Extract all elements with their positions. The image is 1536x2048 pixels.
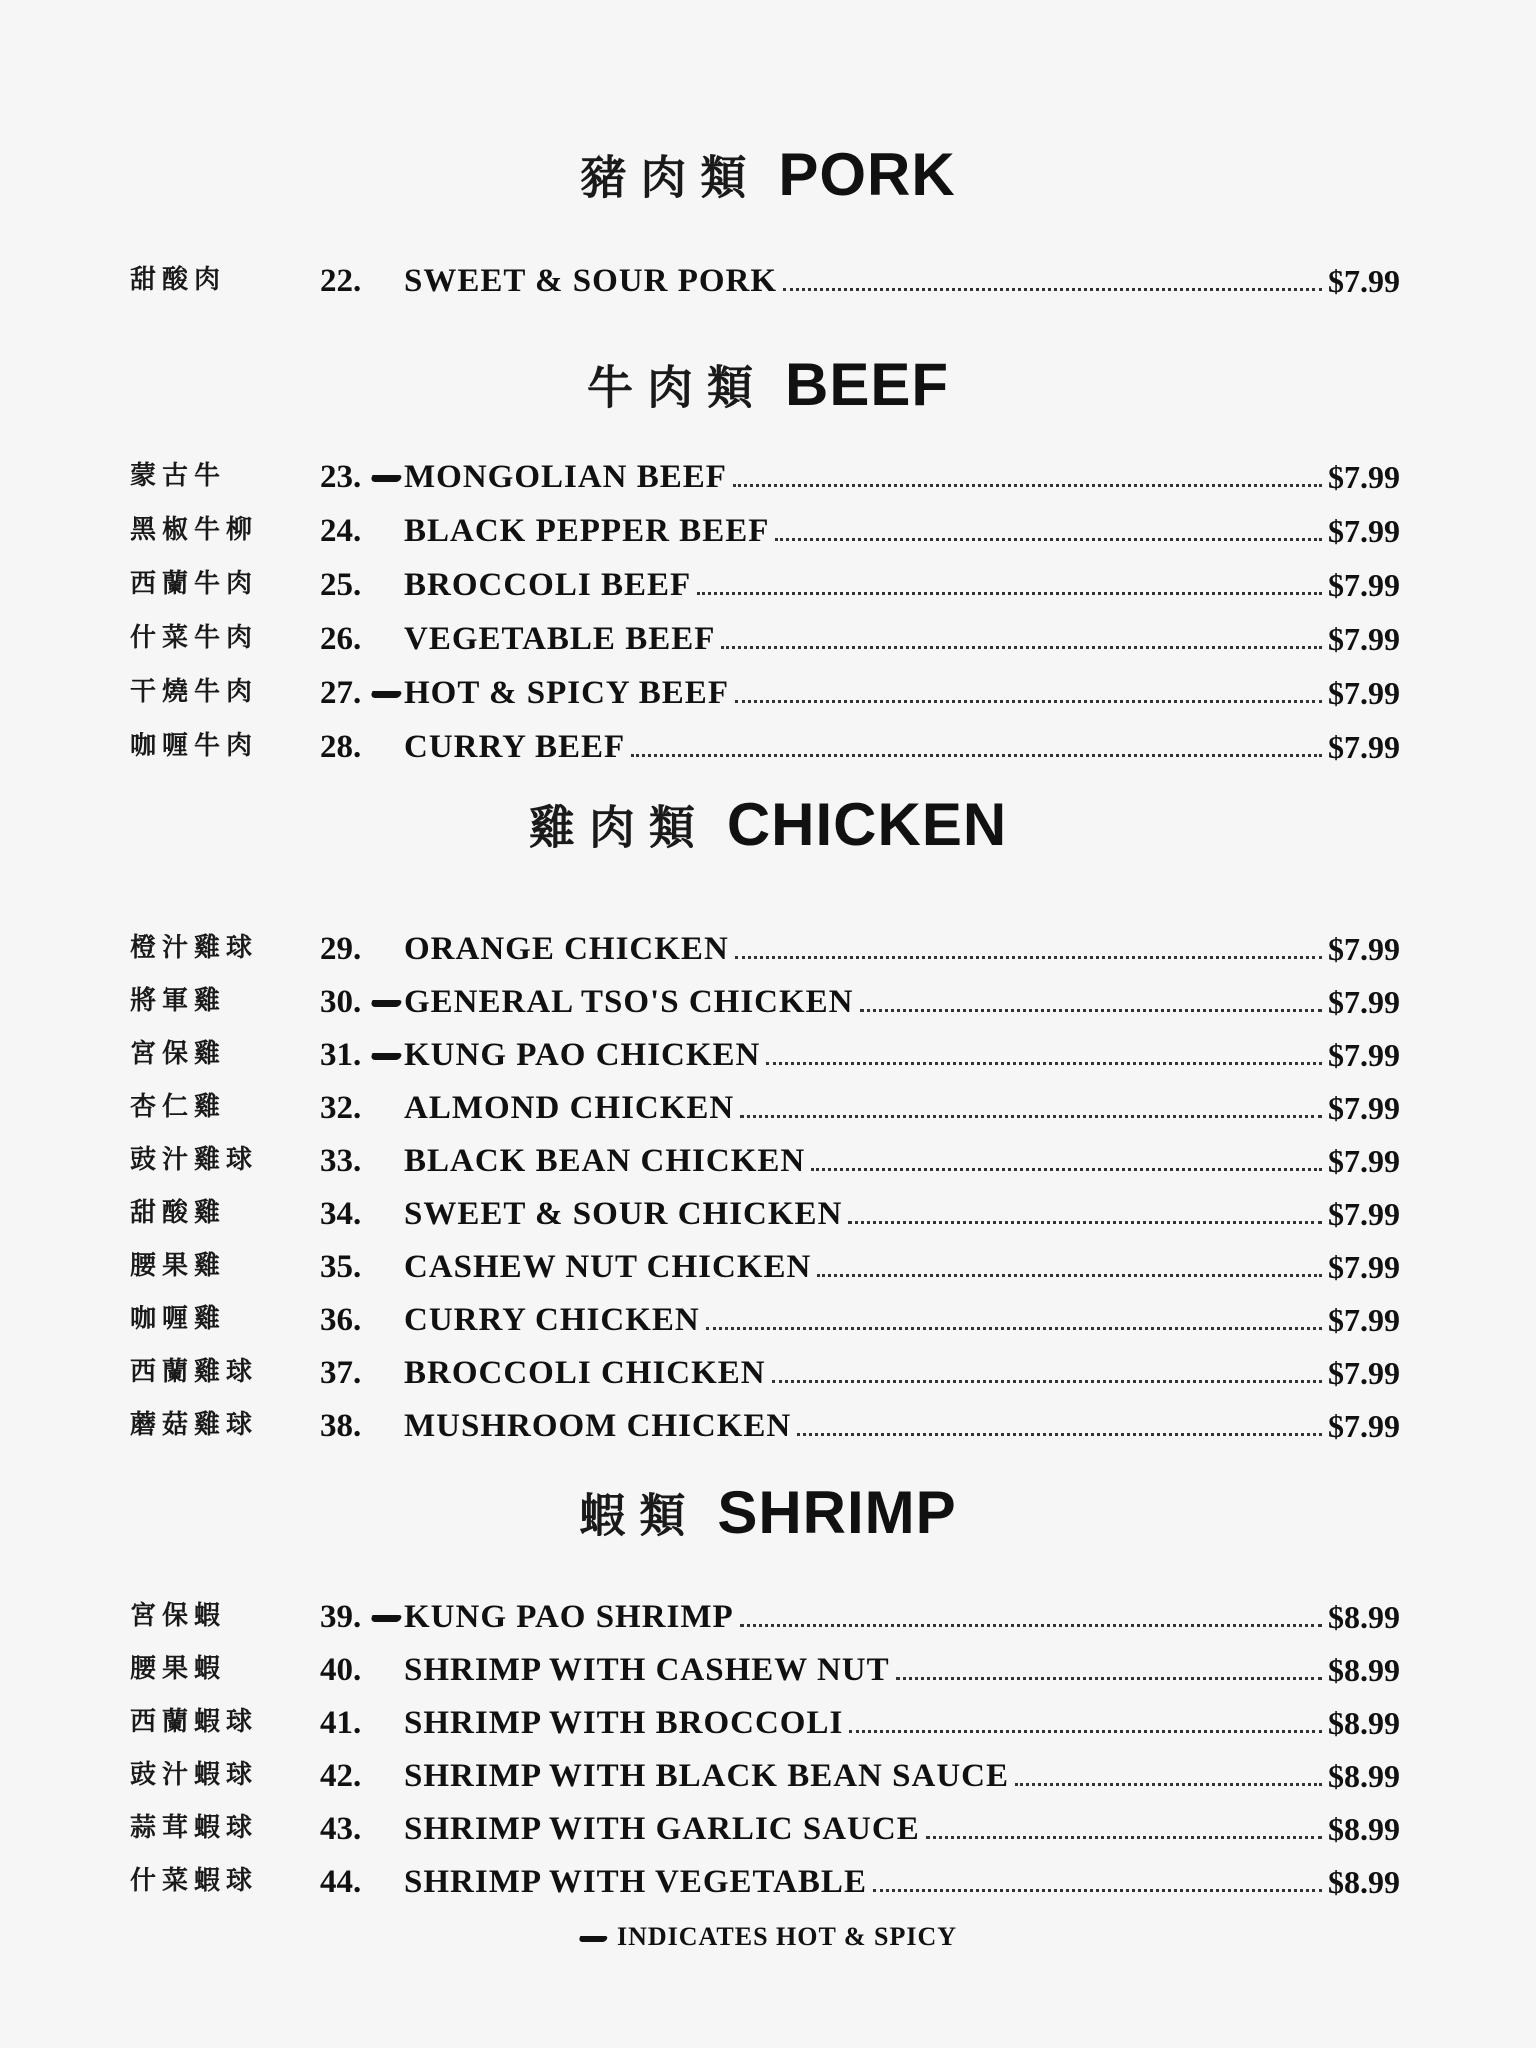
item-price: $7.99 (1328, 1249, 1400, 1285)
item-name: SHRIMP WITH BLACK BEAN SAUCE (404, 1758, 1010, 1794)
item-price: $7.99 (1328, 263, 1400, 299)
item-zh-name: 西蘭雞球 (130, 1357, 259, 1387)
menu-item (130, 256, 1400, 300)
dot-leader (797, 1433, 1322, 1436)
dot-leader (849, 1730, 1322, 1733)
item-zh-name: 黑椒牛柳 (130, 515, 259, 545)
item-number: 42. (320, 1758, 362, 1794)
item-number: 23. (320, 459, 362, 495)
item-zh-name: 咖喱雞 (130, 1304, 227, 1334)
menu-item (130, 614, 1400, 658)
menu-item (130, 1857, 1400, 1901)
item-number: 38. (320, 1408, 362, 1444)
item-price: $7.99 (1328, 1408, 1400, 1444)
item-price: $7.99 (1328, 1090, 1400, 1126)
item-price: $7.99 (1328, 1355, 1400, 1391)
item-name: SHRIMP WITH VEGETABLE (404, 1864, 867, 1900)
item-name: ALMOND CHICKEN (404, 1090, 735, 1126)
dot-leader (817, 1274, 1322, 1277)
item-number: 41. (320, 1705, 362, 1741)
chili-pepper-icon (368, 1053, 404, 1074)
item-number: 28. (320, 729, 362, 765)
item-number: 26. (320, 621, 362, 657)
item-name: CASHEW NUT CHICKEN (404, 1249, 812, 1285)
dot-leader (697, 592, 1322, 595)
item-price: $7.99 (1328, 1037, 1400, 1073)
item-name: HOT & SPICY BEEF (404, 675, 729, 711)
section-en-title: BEEF (784, 351, 950, 418)
dot-leader (735, 956, 1322, 959)
menu-item (130, 1136, 1400, 1180)
item-number: 32. (320, 1090, 362, 1126)
menu-item (130, 1189, 1400, 1233)
menu-item (130, 1083, 1400, 1127)
item-zh-name: 橙汁雞球 (130, 933, 259, 963)
item-zh-name: 甜酸雞 (130, 1198, 227, 1228)
item-price: $8.99 (1328, 1864, 1400, 1900)
item-price: $7.99 (1328, 931, 1400, 967)
menu-item (130, 1348, 1400, 1392)
dot-leader (735, 700, 1322, 703)
menu-item (130, 1592, 1400, 1636)
item-price: $7.99 (1328, 675, 1400, 711)
dot-leader (860, 1009, 1322, 1012)
chili-pepper-icon (368, 475, 404, 496)
item-name: BROCCOLI CHICKEN (404, 1355, 766, 1391)
chili-pepper-icon (368, 1615, 404, 1636)
item-number: 33. (320, 1143, 362, 1179)
item-zh-name: 杏仁雞 (130, 1092, 227, 1122)
item-zh-name: 宮保蝦 (130, 1601, 227, 1631)
item-number: 24. (320, 513, 362, 549)
item-number: 22. (320, 263, 362, 299)
dot-leader (1015, 1783, 1322, 1786)
item-name: BROCCOLI BEEF (404, 567, 692, 603)
section-en-title: SHRIMP (717, 1479, 957, 1546)
spicy-legend (0, 1922, 1536, 1952)
item-zh-name: 蘑菇雞球 (130, 1410, 259, 1440)
item-price: $7.99 (1328, 567, 1400, 603)
section-title-chicken (0, 790, 1536, 859)
item-name: CURRY CHICKEN (404, 1302, 700, 1338)
dot-leader (740, 1115, 1322, 1118)
item-price: $8.99 (1328, 1652, 1400, 1688)
item-name: KUNG PAO SHRIMP (404, 1599, 734, 1635)
item-zh-name: 豉汁雞球 (130, 1145, 259, 1175)
item-number: 44. (320, 1864, 362, 1900)
section-zh-title: 雞肉類 (528, 800, 709, 855)
dot-leader (775, 538, 1322, 541)
menu-item (130, 1401, 1400, 1445)
menu-item (130, 668, 1400, 712)
menu-item (130, 1751, 1400, 1795)
item-number: 27. (320, 675, 362, 711)
item-name: SHRIMP WITH CASHEW NUT (404, 1652, 890, 1688)
item-name: ORANGE CHICKEN (404, 931, 729, 967)
item-zh-name: 甜酸肉 (130, 265, 227, 295)
menu-item (130, 1295, 1400, 1339)
item-zh-name: 腰果雞 (130, 1251, 227, 1281)
item-zh-name: 什菜蝦球 (130, 1866, 259, 1896)
item-name: MUSHROOM CHICKEN (404, 1408, 792, 1444)
menu-item (130, 977, 1400, 1021)
item-name: CURRY BEEF (404, 729, 626, 765)
item-name: SHRIMP WITH GARLIC SAUCE (404, 1811, 920, 1847)
item-price: $7.99 (1328, 621, 1400, 657)
item-zh-name: 宮保雞 (130, 1039, 227, 1069)
chili-pepper-icon (578, 1936, 609, 1942)
chili-pepper-icon (368, 691, 404, 712)
legend-text: INDICATES HOT & SPICY (616, 1922, 958, 1951)
menu-item (130, 1698, 1400, 1742)
item-zh-name: 什菜牛肉 (130, 623, 259, 653)
dot-leader (740, 1624, 1322, 1627)
item-number: 25. (320, 567, 362, 603)
section-zh-title: 豬肉類 (580, 150, 761, 205)
item-zh-name: 蒜茸蝦球 (130, 1813, 259, 1843)
menu-item (130, 924, 1400, 968)
menu-item (130, 506, 1400, 550)
dot-leader (926, 1836, 1322, 1839)
item-price: $8.99 (1328, 1811, 1400, 1847)
item-zh-name: 將軍雞 (130, 986, 227, 1016)
section-title-pork (0, 140, 1536, 209)
item-name: SWEET & SOUR PORK (404, 263, 778, 299)
item-number: 29. (320, 931, 362, 967)
item-name: SHRIMP WITH BROCCOLI (404, 1705, 844, 1741)
item-price: $8.99 (1328, 1705, 1400, 1741)
menu-item (130, 1804, 1400, 1848)
item-price: $8.99 (1328, 1758, 1400, 1794)
chili-pepper-icon (368, 1000, 404, 1021)
item-name: BLACK BEAN CHICKEN (404, 1143, 806, 1179)
item-price: $7.99 (1328, 1196, 1400, 1232)
item-zh-name: 干燒牛肉 (130, 677, 259, 707)
item-number: 40. (320, 1652, 362, 1688)
item-number: 43. (320, 1811, 362, 1847)
dot-leader (733, 484, 1322, 487)
item-number: 34. (320, 1196, 362, 1232)
dot-leader (772, 1380, 1322, 1383)
dot-leader (766, 1062, 1322, 1065)
item-name: SWEET & SOUR CHICKEN (404, 1196, 843, 1232)
item-number: 39. (320, 1599, 362, 1635)
menu-item (130, 452, 1400, 496)
item-price: $7.99 (1328, 513, 1400, 549)
item-price: $7.99 (1328, 984, 1400, 1020)
menu-item (130, 722, 1400, 766)
item-zh-name: 西蘭牛肉 (130, 569, 259, 599)
item-number: 36. (320, 1302, 362, 1338)
item-zh-name: 腰果蝦 (130, 1654, 227, 1684)
item-price: $7.99 (1328, 729, 1400, 765)
section-title-beef (0, 350, 1536, 419)
section-zh-title: 牛肉類 (586, 360, 767, 415)
dot-leader (631, 754, 1322, 757)
item-number: 30. (320, 984, 362, 1020)
menu-item (130, 560, 1400, 604)
section-zh-title: 蝦類 (579, 1488, 700, 1543)
menu-item (130, 1030, 1400, 1074)
item-zh-name: 蒙古牛 (130, 461, 227, 491)
dot-leader (721, 646, 1322, 649)
item-name: GENERAL TSO'S CHICKEN (404, 984, 854, 1020)
dot-leader (706, 1327, 1322, 1330)
menu-item (130, 1242, 1400, 1286)
item-name: MONGOLIAN BEEF (404, 459, 727, 495)
dot-leader (811, 1168, 1322, 1171)
section-en-title: PORK (778, 141, 956, 208)
item-zh-name: 豉汁蝦球 (130, 1760, 259, 1790)
menu-item (130, 1645, 1400, 1689)
item-zh-name: 咖喱牛肉 (130, 731, 259, 761)
item-price: $7.99 (1328, 1302, 1400, 1338)
section-en-title: CHICKEN (726, 791, 1008, 858)
dot-leader (783, 288, 1322, 291)
item-number: 35. (320, 1249, 362, 1285)
dot-leader (873, 1889, 1322, 1892)
item-price: $7.99 (1328, 459, 1400, 495)
item-number: 37. (320, 1355, 362, 1391)
item-name: BLACK PEPPER BEEF (404, 513, 770, 549)
item-price: $8.99 (1328, 1599, 1400, 1635)
item-price: $7.99 (1328, 1143, 1400, 1179)
item-name: VEGETABLE BEEF (404, 621, 716, 657)
item-number: 31. (320, 1037, 362, 1073)
dot-leader (896, 1677, 1322, 1680)
item-zh-name: 西蘭蝦球 (130, 1707, 259, 1737)
dot-leader (848, 1221, 1322, 1224)
item-name: KUNG PAO CHICKEN (404, 1037, 761, 1073)
section-title-shrimp (0, 1478, 1536, 1547)
